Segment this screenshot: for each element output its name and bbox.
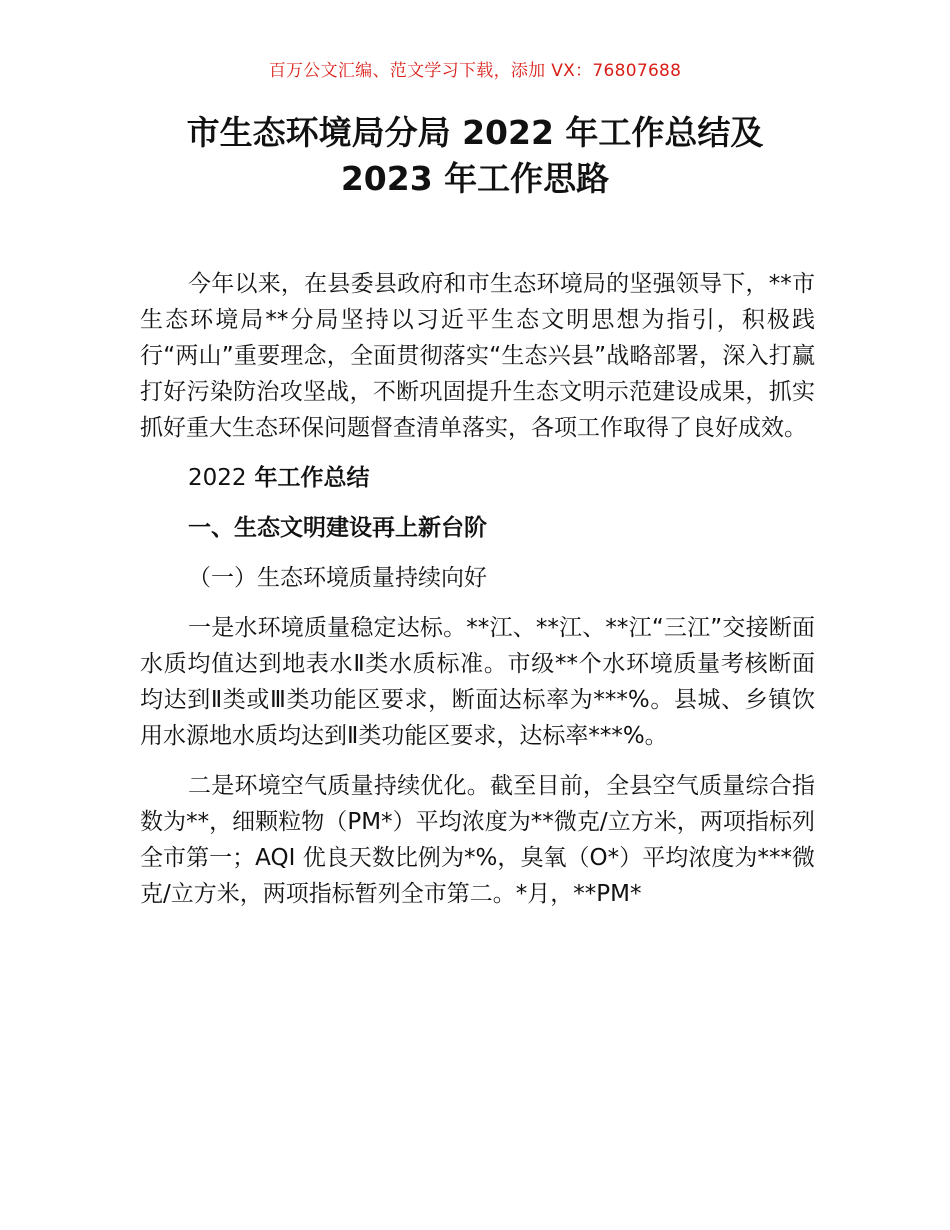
section-1-heading: 一、生态文明建设再上新台阶	[188, 515, 487, 541]
subsection-1-heading: （一）生态环境质量持续向好	[188, 565, 487, 591]
title-line-1: 市生态环境局分局 2022 年工作总结及	[186, 113, 764, 152]
summary-heading-text: 年工作总结	[246, 465, 370, 491]
document-body	[140, 266, 815, 926]
air-quality-paragraph: 二是环境空气质量持续优化。截至目前，全县空气质量综合指数为**，细颗粒物（PM*）平均浓度为**微克/立方米，两项指标列全市第一；AQI 优良天数比例为*%，臭氧（O*）平均浓度为***微克/立方米，两项指标暂列全市第二。*月，**PM*	[140, 773, 815, 907]
document-title	[0, 110, 950, 202]
watermark-banner: 百万公文汇编、范文学习下载，添加 VX：76807688	[268, 61, 682, 81]
water-quality-paragraph: 一是水环境质量稳定达标。**江、**江、**江“三江”交接断面水质均值达到地表水Ⅱ类水质标准。市级**个水环境质量考核断面均达到Ⅱ类或Ⅲ类功能区要求，断面达标率为***%。县城、乡镇饮用水源地水质均达到Ⅱ类功能区要求，达标率***%。	[140, 615, 815, 749]
summary-heading	[140, 460, 815, 496]
intro-paragraph: 今年以来，在县委县政府和市生态环境局的坚强领导下，**市生态环境局**分局坚持以习近平生态文明思想为指引，积极践行“两山”重要理念，全面贯彻落实“生态兴县”战略部署，深入打赢打好污染防治攻坚战，不断巩固提升生态文明示范建设成果，抓实抓好重大生态环保问题督查清单落实，各项工作取得了良好成效。	[140, 271, 815, 441]
summary-heading-year: 2022	[188, 465, 247, 491]
title-line-2: 2023 年工作思路	[340, 159, 610, 198]
